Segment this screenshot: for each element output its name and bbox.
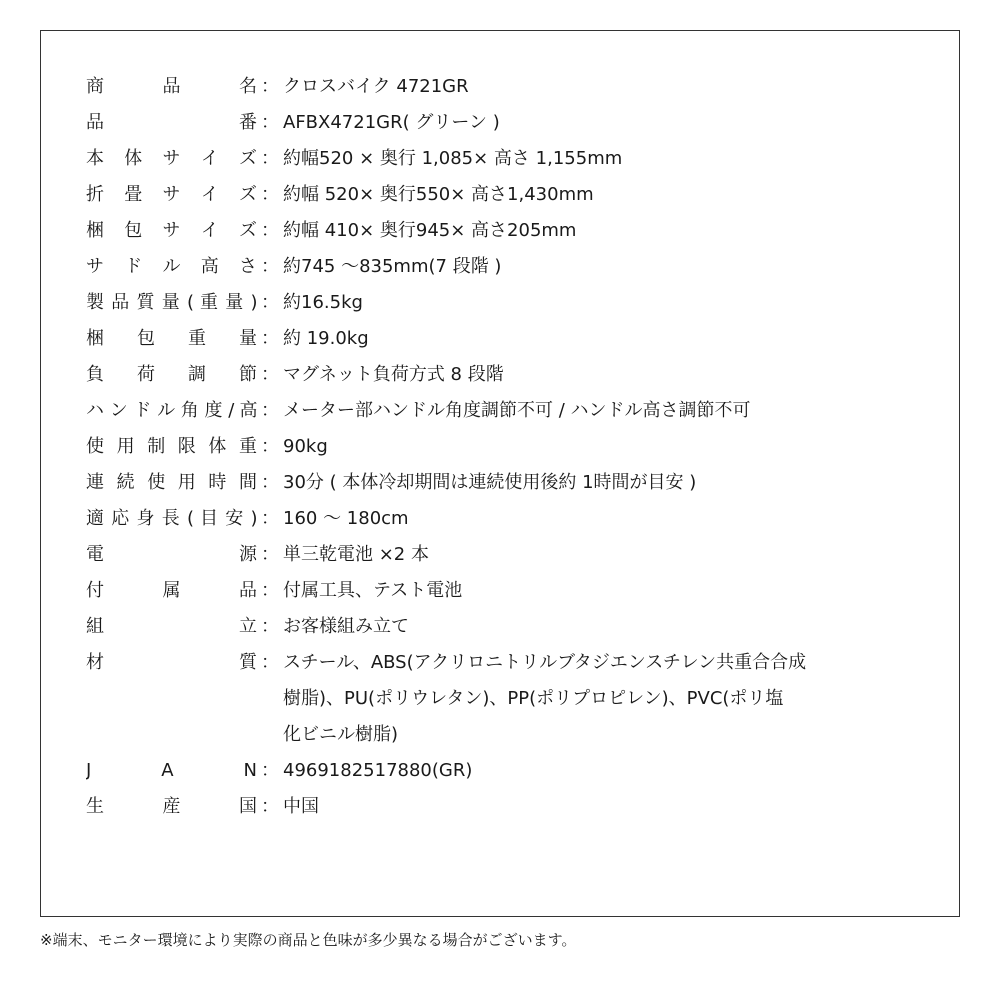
spec-row bbox=[86, 753, 946, 789]
spec-value bbox=[283, 609, 946, 645]
spec-label: ハ ン ド ル 角 度 / 高 bbox=[86, 400, 257, 421]
spec-value bbox=[283, 69, 946, 105]
spec-colon: ： bbox=[261, 364, 279, 385]
spec-row bbox=[86, 645, 946, 753]
spec-row bbox=[86, 249, 946, 285]
spec-colon: ： bbox=[261, 76, 279, 97]
spec-label: 本 体 サ イ ズ bbox=[86, 148, 257, 169]
spec-row bbox=[86, 789, 946, 825]
spec-label: 連 続 使 用 時 間 bbox=[86, 472, 257, 493]
spec-value bbox=[283, 321, 946, 357]
spec-colon: ： bbox=[261, 148, 279, 169]
spec-row bbox=[86, 393, 946, 429]
spec-value bbox=[283, 141, 946, 177]
spec-value-line: 約幅520 × 奥行 1,085× 高さ 1,155mm bbox=[283, 148, 623, 169]
spec-value bbox=[283, 645, 946, 753]
spec-colon: ： bbox=[261, 328, 279, 349]
spec-value-line: スチール、ABS(アクリロニトリルブタジエンスチレン共重合合成 bbox=[283, 652, 807, 673]
spec-value bbox=[283, 357, 946, 393]
spec-value bbox=[283, 105, 946, 141]
spec-value-line: 約16.5kg bbox=[283, 292, 363, 313]
spec-colon: ： bbox=[261, 472, 279, 493]
spec-label: サ ド ル 高 さ bbox=[86, 256, 257, 277]
spec-value-line: 30分 ( 本体冷却期間は連続使用後約 1時間が目安 ) bbox=[283, 472, 697, 493]
spec-value bbox=[283, 789, 946, 825]
spec-value bbox=[283, 753, 946, 789]
spec-row bbox=[86, 177, 946, 213]
spec-row bbox=[86, 429, 946, 465]
spec-row bbox=[86, 69, 946, 105]
spec-value-line: 単三乾電池 ×2 本 bbox=[283, 544, 429, 565]
spec-row bbox=[86, 285, 946, 321]
spec-value-line: 90kg bbox=[283, 436, 328, 457]
spec-label: 電 源 bbox=[86, 544, 257, 565]
spec-colon: ： bbox=[261, 292, 279, 313]
spec-value-line: 約 19.0kg bbox=[283, 328, 369, 349]
spec-value-line: お客様組み立て bbox=[283, 616, 409, 637]
spec-colon: ： bbox=[261, 616, 279, 637]
spec-colon: ： bbox=[261, 796, 279, 817]
spec-value bbox=[283, 501, 946, 537]
spec-row bbox=[86, 501, 946, 537]
spec-label: 付 属 品 bbox=[86, 580, 257, 601]
spec-value bbox=[283, 285, 946, 321]
spec-label: 材 質 bbox=[86, 652, 257, 673]
spec-label: 折 畳 サ イ ズ bbox=[86, 184, 257, 205]
spec-row bbox=[86, 573, 946, 609]
spec-label: 商 品 名 bbox=[86, 76, 257, 97]
spec-value-line: 化ビニル樹脂) bbox=[283, 724, 399, 745]
spec-value-line: マグネット負荷方式 8 段階 bbox=[283, 364, 504, 385]
disclaimer-note: ※端末、モニター環境により実際の商品と色味が多少異なる場合がございます。 bbox=[40, 931, 577, 949]
spec-value-line: AFBX4721GR( グリーン ) bbox=[283, 112, 500, 133]
spec-label: 梱 包 重 量 bbox=[86, 328, 257, 349]
spec-label: J A N bbox=[86, 760, 257, 781]
spec-colon: ： bbox=[261, 184, 279, 205]
spec-colon: ： bbox=[261, 760, 279, 781]
spec-value-line: クロスバイク 4721GR bbox=[283, 76, 469, 97]
spec-value-line: 4969182517880(GR) bbox=[283, 760, 473, 781]
spec-label: 生 産 国 bbox=[86, 796, 257, 817]
spec-value-line: 160 ～ 180cm bbox=[283, 508, 409, 529]
spec-label: 製 品 質 量 ( 重 量 ) bbox=[86, 292, 257, 313]
spec-colon: ： bbox=[261, 400, 279, 421]
spec-row bbox=[86, 105, 946, 141]
spec-value bbox=[283, 249, 946, 285]
spec-row bbox=[86, 465, 946, 501]
spec-colon: ： bbox=[261, 220, 279, 241]
spec-colon: ： bbox=[261, 508, 279, 529]
spec-value-line: 約745 ～835mm(7 段階 ) bbox=[283, 256, 502, 277]
spec-value-line: 付属工具、テスト電池 bbox=[283, 580, 463, 601]
spec-row bbox=[86, 609, 946, 645]
spec-list bbox=[86, 69, 946, 825]
spec-row bbox=[86, 537, 946, 573]
spec-table-box bbox=[40, 30, 960, 917]
spec-value bbox=[283, 573, 946, 609]
spec-value-line: 中国 bbox=[283, 796, 319, 817]
spec-colon: ： bbox=[261, 436, 279, 457]
spec-colon: ： bbox=[261, 112, 279, 133]
spec-colon: ： bbox=[261, 580, 279, 601]
spec-value bbox=[283, 393, 946, 429]
spec-label: 使 用 制 限 体 重 bbox=[86, 436, 257, 457]
spec-colon: ： bbox=[261, 652, 279, 673]
spec-value bbox=[283, 537, 946, 573]
spec-label: 品 番 bbox=[86, 112, 257, 133]
spec-row bbox=[86, 141, 946, 177]
spec-value bbox=[283, 177, 946, 213]
spec-label: 適 応 身 長 ( 目 安 ) bbox=[86, 508, 257, 529]
spec-label: 組 立 bbox=[86, 616, 257, 637]
spec-value-line: 約幅 410× 奥行945× 高さ205mm bbox=[283, 220, 577, 241]
spec-row bbox=[86, 213, 946, 249]
spec-value-line: 樹脂)、PU(ポリウレタン)、PP(ポリプロピレン)、PVC(ポリ塩 bbox=[283, 688, 784, 709]
spec-colon: ： bbox=[261, 256, 279, 277]
spec-value bbox=[283, 465, 946, 501]
spec-label: 梱 包 サ イ ズ bbox=[86, 220, 257, 241]
spec-value bbox=[283, 213, 946, 249]
spec-row bbox=[86, 357, 946, 393]
spec-row bbox=[86, 321, 946, 357]
spec-value bbox=[283, 429, 946, 465]
spec-colon: ： bbox=[261, 544, 279, 565]
spec-value-line: 約幅 520× 奥行550× 高さ1,430mm bbox=[283, 184, 594, 205]
spec-value-line: メーター部ハンドル角度調節不可 / ハンドル高さ調節不可 bbox=[283, 400, 751, 421]
spec-label: 負 荷 調 節 bbox=[86, 364, 257, 385]
